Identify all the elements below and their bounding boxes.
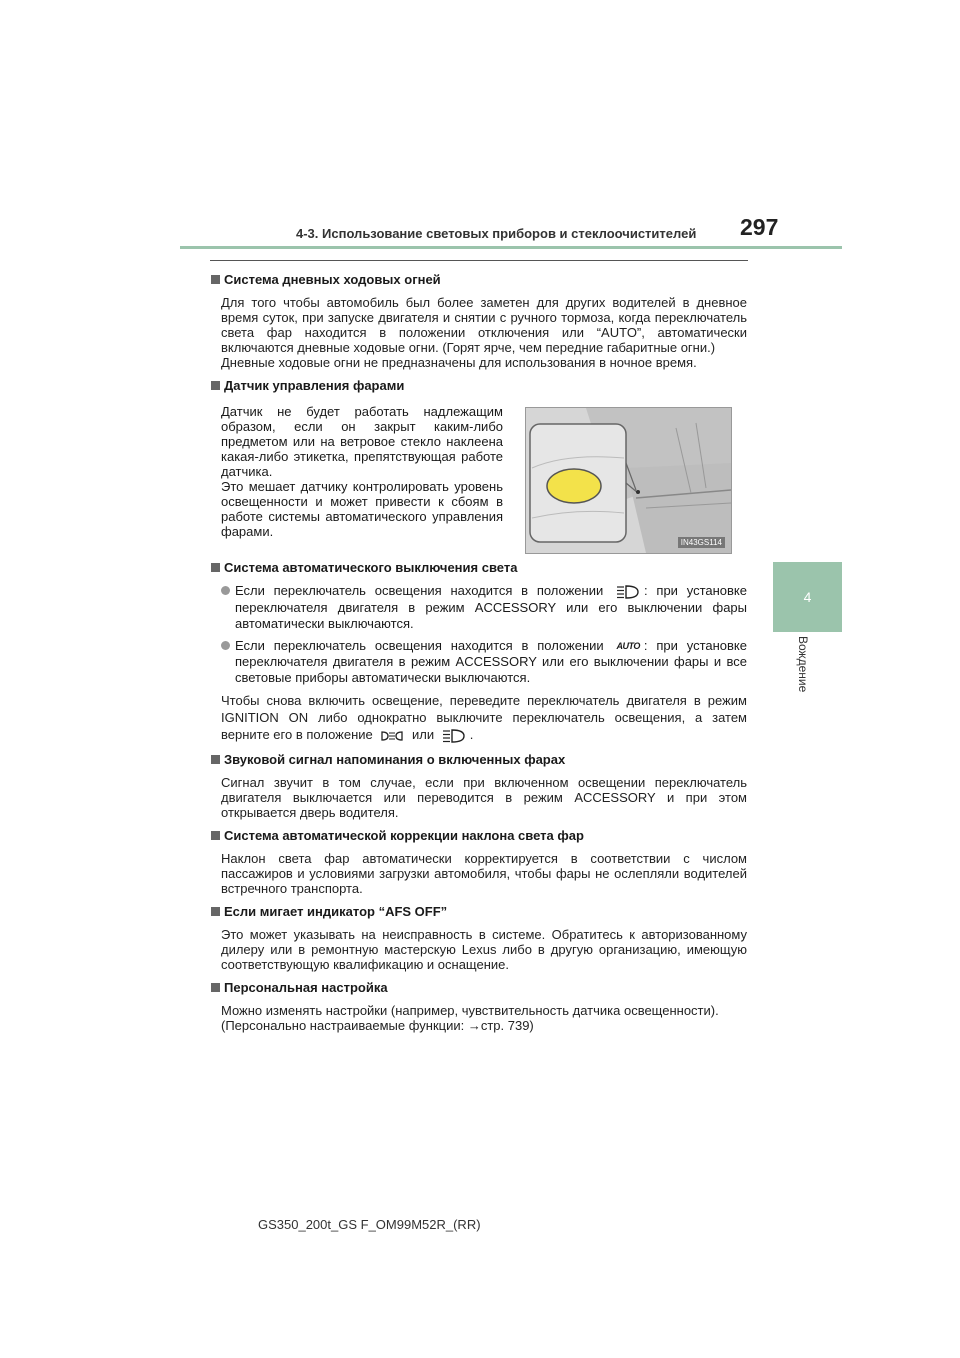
section-title: Персональная настройка: [224, 979, 388, 995]
list-item: [221, 638, 747, 687]
page-content: [211, 266, 747, 1041]
section-title: Система дневных ходовых огней: [224, 272, 441, 287]
cross-reference: (Персонально настраиваемые функции: →стр. 739): [221, 1017, 534, 1033]
paragraph: Дневные ходовые огни не предназначены для использования в ночное время.: [221, 355, 697, 370]
sensor-text: [221, 404, 503, 554]
square-bullet-icon: [211, 983, 220, 992]
section-heading-leveling: [211, 828, 747, 843]
document-code: GS350_200t_GS F_OM99M52R_(RR): [258, 1217, 481, 1232]
section-heading-reminder: [211, 752, 747, 767]
paragraph: Это может указывать на неисправность в системе. Обратитесь к авторизованному дилеру или в ремонтную мастерскую Lexus либо в другую организацию, имеющую соответствующую квалификацию и оснащение.: [221, 926, 747, 972]
section-heading-custom: [211, 980, 747, 995]
page-number: 297: [740, 214, 779, 240]
text-start: Чтобы снова включить освещение, переведите переключатель двигателя в режим IGNITION ON либо однократно выключите переключатель освещения, а затем верните его в положение: [221, 693, 747, 743]
section-title: Звуковой сигнал напоминания о включенных фарах: [224, 751, 566, 767]
paragraph: [221, 692, 747, 744]
tail-light-icon: [380, 729, 404, 743]
bullet-text-end: : при установке переключателя двигателя в режим ACCESSORY или его выключении фары и все световые приборы автоматически выключаются.: [235, 637, 747, 686]
chapter-tab-label: Вождение: [796, 636, 810, 693]
windshield-sensor-image: [526, 408, 731, 553]
headlight-icon: [616, 584, 640, 600]
bullet-text-end: : при установке переключателя двигателя в режим ACCESSORY или его выключении фары автоматически выключаются.: [235, 583, 747, 631]
chapter-tab: [773, 562, 842, 632]
sensor-illustration: [525, 407, 732, 554]
section-title: Система автоматического выключения света: [224, 560, 518, 575]
section-title: Если мигает индикатор “AFS OFF”: [224, 903, 448, 919]
text-middle: или: [412, 727, 435, 743]
content-rule: [210, 260, 748, 261]
paragraph: Можно изменять настройки (например, чувствительность датчика освещенности).: [221, 1002, 719, 1018]
square-bullet-icon: [211, 831, 220, 840]
square-bullet-icon: [211, 755, 220, 764]
paragraph: Это мешает датчику контролировать уровень освещенности и может привести к сбоям в работе системы автоматического управления фарами.: [221, 479, 503, 539]
section-heading-drl: [211, 272, 747, 287]
paragraph: Сигнал звучит в том случае, если при включенном освещении переключатель двигателя выключается или переводится в режим ACCESSORY и при этом открывается дверь водителя.: [221, 774, 747, 820]
page-header-title: 4-3. Использование световых приборов и стеклоочистителей: [296, 226, 697, 241]
section-heading-auto-off: [211, 560, 747, 575]
section-title: Датчик управления фарами: [224, 378, 405, 393]
square-bullet-icon: [211, 381, 220, 390]
round-bullet-icon: [221, 586, 230, 595]
section-heading-sensor: [211, 378, 747, 393]
square-bullet-icon: [211, 275, 220, 284]
headlight-icon: [442, 728, 466, 744]
figure-code: IN43GS114: [678, 537, 725, 548]
square-bullet-icon: [211, 563, 220, 572]
text-end: .: [469, 727, 474, 743]
auto-icon: AUTO: [616, 641, 640, 652]
list-item: [221, 583, 747, 632]
square-bullet-icon: [211, 907, 220, 916]
sensor-block: [221, 401, 747, 554]
paragraph: Наклон света фар автоматически корректируется в соответствии с числом пассажиров и условиями загрузки автомобиля, чтобы фары не ослепляли водителей встречного транспорта.: [221, 850, 747, 896]
round-bullet-icon: [221, 641, 230, 650]
header-rule: [180, 246, 842, 249]
section-heading-afs: [211, 904, 747, 919]
bullet-text-start: Если переключатель освещения находится в положении: [235, 583, 604, 598]
paragraph: Для того чтобы автомобиль был более заметен для других водителей в дневное время суток, при запуске двигателя и снятии с ручного тормоза, когда переключатель света фар находится в положении отключения или “AUTO”, автоматически включаются дневные ходовые огни. (Горят ярче, чем передние габаритные огни.): [221, 295, 747, 355]
chapter-tab-number: 4: [803, 589, 812, 605]
section-title: Система автоматической коррекции наклона света фар: [224, 827, 584, 843]
paragraph: Датчик не будет работать надлежащим образом, если он закрыт каким-либо предметом или на ветровое стекло наклеена какая-либо этикетка, препятствующая работе датчика.: [221, 404, 503, 479]
bullet-text-start: Если переключатель освещения находится в положении: [235, 637, 604, 653]
